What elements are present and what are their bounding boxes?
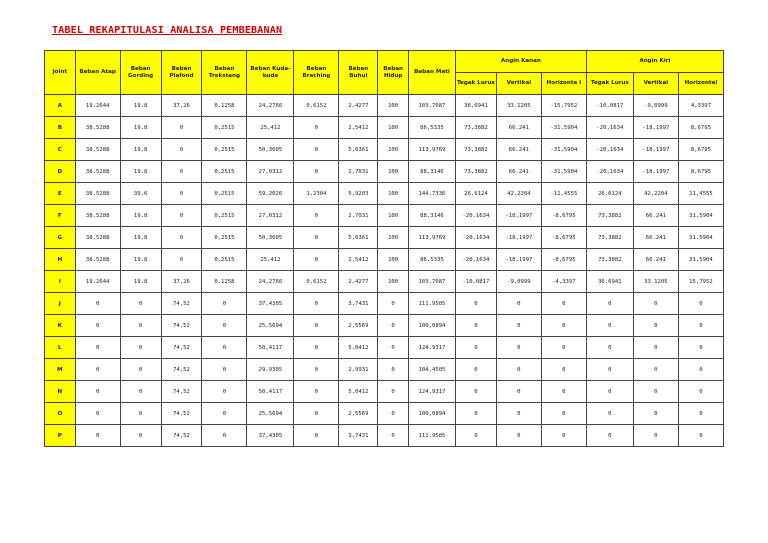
table-cell: 0 — [294, 117, 339, 139]
table-cell: 0 — [633, 337, 678, 359]
table-cell: 5,0361 — [339, 227, 378, 249]
table-cell: 38,5288 — [75, 139, 120, 161]
table-cell: 0 — [378, 403, 409, 425]
table-cell: 0 — [75, 337, 120, 359]
table-cell: 100 — [378, 227, 409, 249]
table-cell: 38,5288 — [75, 117, 120, 139]
table-cell: 100,0894 — [408, 403, 455, 425]
table-cell: 19,8 — [120, 249, 161, 271]
table-cell: 0 — [633, 403, 678, 425]
table-cell: 0 — [586, 425, 633, 447]
table-cell: 0 — [75, 381, 120, 403]
table-cell: 0 — [378, 337, 409, 359]
table-cell: -18,1997 — [496, 205, 541, 227]
table-cell: 0,6152 — [294, 95, 339, 117]
table-cell: 0 — [541, 337, 586, 359]
table-cell: 88,3146 — [408, 161, 455, 183]
joint-label: N — [45, 381, 76, 403]
table-cell: 39,6 — [120, 183, 161, 205]
table-cell: 0 — [294, 381, 339, 403]
header-kanan-vertikal: Vertikal — [496, 73, 541, 95]
table-cell: -10,0817 — [455, 271, 496, 293]
header-beban-buhul: Beban Buhul — [339, 51, 378, 95]
table-cell: 0 — [541, 403, 586, 425]
table-cell: 2,4277 — [339, 95, 378, 117]
table-cell: 33.1205 — [633, 271, 678, 293]
table-cell: 1,2304 — [294, 183, 339, 205]
table-cell: 73,3882 — [586, 227, 633, 249]
table-cell: 31,5904 — [678, 227, 723, 249]
table-cell: 73,3882 — [455, 161, 496, 183]
table-cell: 0 — [75, 293, 120, 315]
table-cell: 0 — [161, 183, 202, 205]
table-cell: 0,2515 — [202, 117, 247, 139]
table-cell: 104,4505 — [408, 359, 455, 381]
table-cell: 50,3605 — [247, 139, 294, 161]
table-cell: 0 — [378, 293, 409, 315]
table-cell: 0,2515 — [202, 205, 247, 227]
table-cell: 0 — [161, 249, 202, 271]
table-cell: -8,6795 — [541, 205, 586, 227]
page-title: TABEL REKAPITULASI ANALISA PEMBEBANAN — [52, 25, 283, 36]
table-cell: 25,5694 — [247, 403, 294, 425]
table-cell: 0 — [202, 359, 247, 381]
table-cell: 2,5569 — [339, 315, 378, 337]
header-angin-kanan: Angin Kanan — [455, 51, 586, 73]
table-cell: 0,2515 — [202, 161, 247, 183]
table-cell: 100 — [378, 249, 409, 271]
header-beban-trekstang: Beban Trekstang — [202, 51, 247, 95]
table-cell: 0 — [294, 425, 339, 447]
table-row — [45, 359, 724, 381]
table-cell: 74,52 — [161, 381, 202, 403]
table-cell: 0 — [678, 403, 723, 425]
table-cell: 24,2766 — [247, 271, 294, 293]
header-kiri-horizontal: Horizontal — [678, 73, 723, 95]
table-cell: -18,1997 — [496, 227, 541, 249]
table-cell: 0 — [161, 161, 202, 183]
table-cell: 73,3882 — [455, 139, 496, 161]
table-cell: 0 — [120, 293, 161, 315]
joint-label: O — [45, 403, 76, 425]
joint-label: G — [45, 227, 76, 249]
table-cell: 0 — [294, 403, 339, 425]
table-cell: 74,52 — [161, 293, 202, 315]
header-beban-kuda-kuda: Beban Kuda-kuda — [247, 51, 294, 95]
table-cell: 66.241 — [496, 139, 541, 161]
header-kiri-vertikal: Vertikal — [633, 73, 678, 95]
table-cell: 19,8 — [120, 117, 161, 139]
table-cell: 0 — [202, 403, 247, 425]
table-cell: 100,0894 — [408, 315, 455, 337]
table-cell: 200 — [378, 271, 409, 293]
table-cell: 74,52 — [161, 315, 202, 337]
table-cell: -18,1997 — [633, 117, 678, 139]
table-cell: 0 — [120, 337, 161, 359]
table-cell: 0 — [541, 315, 586, 337]
table-cell: 0 — [586, 403, 633, 425]
table-cell: 113,9769 — [408, 139, 455, 161]
table-row — [45, 95, 724, 117]
table-cell: 0 — [294, 315, 339, 337]
table-cell: 0 — [202, 315, 247, 337]
table-cell: 0 — [455, 315, 496, 337]
table-cell: 73,3882 — [455, 117, 496, 139]
table-cell: 27,0312 — [247, 205, 294, 227]
table-cell: 0 — [294, 249, 339, 271]
table-cell: 0 — [202, 425, 247, 447]
header-beban-braching: Beban Braching — [294, 51, 339, 95]
table-cell: 59,2026 — [247, 183, 294, 205]
table-cell: 8,6795 — [678, 117, 723, 139]
table-cell: 37,4305 — [247, 293, 294, 315]
table-cell: 111,9505 — [408, 293, 455, 315]
table-cell: 0 — [161, 227, 202, 249]
header-beban-hidup: Beban Hidup — [378, 51, 409, 95]
table-cell: 0 — [75, 359, 120, 381]
header-joint: Joint — [45, 51, 76, 95]
table-cell: 2,5412 — [339, 249, 378, 271]
table-cell: 100 — [378, 161, 409, 183]
table-cell: 0 — [633, 315, 678, 337]
table-cell: 38,5288 — [75, 249, 120, 271]
table-cell: 0 — [586, 381, 633, 403]
table-cell: 50,4117 — [247, 337, 294, 359]
table-cell: 74,52 — [161, 403, 202, 425]
table-cell: 0 — [678, 293, 723, 315]
table-cell: 0 — [120, 359, 161, 381]
table-cell: 3,7431 — [339, 293, 378, 315]
table-cell: 38,5288 — [75, 227, 120, 249]
header-beban-plafond: Beban Plafond — [161, 51, 202, 95]
table-cell: 0 — [161, 139, 202, 161]
joint-label: K — [45, 315, 76, 337]
table-cell: 0 — [294, 227, 339, 249]
table-cell: -31,5904 — [541, 161, 586, 183]
table-cell: 19,8 — [120, 227, 161, 249]
joint-label: J — [45, 293, 76, 315]
table-cell: -20,1634 — [586, 161, 633, 183]
table-cell: 42,2204 — [496, 183, 541, 205]
table-body — [45, 95, 724, 447]
table-cell: 2,9931 — [339, 359, 378, 381]
table-cell: -20,1634 — [455, 249, 496, 271]
table-cell: -11,4555 — [541, 183, 586, 205]
joint-label: L — [45, 337, 76, 359]
table-cell: 0,1258 — [202, 271, 247, 293]
table-cell: 0 — [541, 359, 586, 381]
table-cell: 5,9203 — [339, 183, 378, 205]
table-cell: 0 — [294, 293, 339, 315]
table-cell: 19,8 — [120, 95, 161, 117]
table-cell: -18,1997 — [496, 249, 541, 271]
table-cell: 0 — [455, 293, 496, 315]
table-cell: 36,6941 — [586, 271, 633, 293]
table-cell: 0 — [586, 359, 633, 381]
table-cell: 73,3882 — [586, 205, 633, 227]
joint-label: C — [45, 139, 76, 161]
table-cell: 200 — [378, 95, 409, 117]
table-cell: 0 — [455, 337, 496, 359]
table-cell: 0,1258 — [202, 95, 247, 117]
table-cell: 15,7952 — [678, 271, 723, 293]
table-cell: 0,2515 — [202, 183, 247, 205]
table-cell: 66.241 — [633, 227, 678, 249]
table-cell: 33.1205 — [496, 95, 541, 117]
table-cell: 24,2766 — [247, 95, 294, 117]
table-cell: 0 — [678, 315, 723, 337]
table-cell: 29,9305 — [247, 359, 294, 381]
table-cell: 0 — [161, 117, 202, 139]
table-cell: 0 — [633, 293, 678, 315]
table-cell: 0 — [541, 381, 586, 403]
table-cell: -4,3397 — [541, 271, 586, 293]
table-cell: 25,412 — [247, 117, 294, 139]
table-cell: 2,7031 — [339, 161, 378, 183]
table-cell: 73,3882 — [586, 249, 633, 271]
table-cell: 0 — [120, 403, 161, 425]
table-cell: 2,5569 — [339, 403, 378, 425]
header-beban-mati: Beban Mati — [408, 51, 455, 95]
table-cell: 37,26 — [161, 271, 202, 293]
table-cell: 19,8 — [120, 271, 161, 293]
header-kanan-horizontal: Horizonta l — [541, 73, 586, 95]
table-cell: 2,4277 — [339, 271, 378, 293]
table-cell: 50,4117 — [247, 381, 294, 403]
table-cell: 0 — [378, 381, 409, 403]
table-cell: 0 — [678, 381, 723, 403]
table-cell: 4,3397 — [678, 95, 723, 117]
table-cell: 0 — [455, 359, 496, 381]
table-cell: 42,2204 — [633, 183, 678, 205]
table-cell: 100 — [378, 183, 409, 205]
table-cell: 37,4305 — [247, 425, 294, 447]
table-cell: 0 — [496, 425, 541, 447]
table-cell: 31,5904 — [678, 205, 723, 227]
table-cell: 0 — [541, 293, 586, 315]
table-cell: 0 — [202, 381, 247, 403]
table-cell: 2,5412 — [339, 117, 378, 139]
table-cell: 0 — [120, 381, 161, 403]
table-cell: -31,5904 — [541, 139, 586, 161]
joint-label: M — [45, 359, 76, 381]
table-cell: 2,7031 — [339, 205, 378, 227]
table-cell: -9,0999 — [496, 271, 541, 293]
table-cell: 0 — [541, 425, 586, 447]
table-cell: 0,2515 — [202, 249, 247, 271]
table-cell: 0 — [678, 425, 723, 447]
table-cell: 19,8 — [120, 161, 161, 183]
joint-label: H — [45, 249, 76, 271]
table-cell: 74,52 — [161, 359, 202, 381]
table-cell: 0 — [120, 315, 161, 337]
table-cell: 36,6941 — [455, 95, 496, 117]
table-cell: 38,5288 — [75, 161, 120, 183]
table-cell: 0 — [496, 381, 541, 403]
header-beban-atap: Beban Atap — [75, 51, 120, 95]
table-cell: 0 — [586, 315, 633, 337]
table-cell: 0 — [120, 425, 161, 447]
table-row — [45, 425, 724, 447]
table-cell: 124,9317 — [408, 381, 455, 403]
joint-label: E — [45, 183, 76, 205]
table-cell: 0 — [496, 359, 541, 381]
table-cell: 25,5694 — [247, 315, 294, 337]
table-row — [45, 271, 724, 293]
table-row — [45, 227, 724, 249]
table-row — [45, 249, 724, 271]
table-cell: 0 — [75, 403, 120, 425]
table-cell: 66.241 — [496, 161, 541, 183]
table-cell: -18,1997 — [633, 139, 678, 161]
table-cell: 0 — [75, 315, 120, 337]
header-kanan-tegak-lurus: Tegak Lurus — [455, 73, 496, 95]
table-cell: 0 — [496, 337, 541, 359]
table-cell: -20,1634 — [455, 205, 496, 227]
table-cell: 50,3605 — [247, 227, 294, 249]
table-cell: 0 — [678, 359, 723, 381]
table-cell: 37,26 — [161, 95, 202, 117]
table-cell: 38,5288 — [75, 205, 120, 227]
header-angin-kiri: Angin Kiri — [586, 51, 723, 73]
header-beban-gording: Beban Gording — [120, 51, 161, 95]
table-cell: 0 — [678, 337, 723, 359]
table-cell: 19,2644 — [75, 95, 120, 117]
table-cell: 0,6152 — [294, 271, 339, 293]
table-row — [45, 117, 724, 139]
table-cell: 27,0312 — [247, 161, 294, 183]
joint-label: P — [45, 425, 76, 447]
table-cell: 25,412 — [247, 249, 294, 271]
table-cell: 113,9769 — [408, 227, 455, 249]
table-cell: 19,2644 — [75, 271, 120, 293]
table-cell: -8,6795 — [541, 249, 586, 271]
table-cell: 0 — [633, 381, 678, 403]
table-cell: 100 — [378, 139, 409, 161]
header-kiri-tegak-lurus: Tegak Lurus — [586, 73, 633, 95]
table-cell: 0 — [202, 337, 247, 359]
table-cell: 5,0412 — [339, 337, 378, 359]
table-cell: -9,0999 — [633, 95, 678, 117]
table-cell: 26,6124 — [455, 183, 496, 205]
table-row — [45, 139, 724, 161]
table-cell: 0 — [294, 359, 339, 381]
table-cell: 0 — [294, 139, 339, 161]
table-cell: 11,4555 — [678, 183, 723, 205]
table-cell: 0 — [455, 425, 496, 447]
table-cell: 0 — [455, 381, 496, 403]
table-cell: -18,1997 — [633, 161, 678, 183]
table-cell: 88,3146 — [408, 205, 455, 227]
table-cell: 100 — [378, 205, 409, 227]
table-cell: 3,7431 — [339, 425, 378, 447]
table-cell: 100 — [378, 117, 409, 139]
table-cell: 0 — [455, 403, 496, 425]
table-row — [45, 315, 724, 337]
table-cell: -31,5904 — [541, 117, 586, 139]
table-cell: -8,6795 — [541, 227, 586, 249]
load-recap-table — [44, 50, 724, 447]
table-cell: 0 — [75, 425, 120, 447]
table-cell: 19,8 — [120, 205, 161, 227]
table-cell: 0 — [378, 425, 409, 447]
table-cell: 66.241 — [633, 249, 678, 271]
table-cell: 19,8 — [120, 139, 161, 161]
header-row-top — [45, 51, 724, 73]
joint-label: I — [45, 271, 76, 293]
table-row — [45, 337, 724, 359]
table-cell: 103,7687 — [408, 271, 455, 293]
table-cell: 0,2515 — [202, 139, 247, 161]
joint-label: D — [45, 161, 76, 183]
table-row — [45, 183, 724, 205]
table-cell: 0 — [202, 293, 247, 315]
table-cell: 0 — [496, 293, 541, 315]
table-cell: 74,52 — [161, 425, 202, 447]
table-cell: 111,9505 — [408, 425, 455, 447]
table-cell: 0 — [496, 403, 541, 425]
table-row — [45, 381, 724, 403]
table-cell: 0 — [378, 359, 409, 381]
table-cell: 26,6124 — [586, 183, 633, 205]
table-cell: 86,5335 — [408, 117, 455, 139]
table-cell: 31,5904 — [678, 249, 723, 271]
table-cell: -20,1634 — [586, 139, 633, 161]
table-cell: 5,0361 — [339, 139, 378, 161]
table-cell: 0 — [633, 425, 678, 447]
table-cell: -10,0817 — [586, 95, 633, 117]
table-cell: 0 — [378, 315, 409, 337]
table-row — [45, 205, 724, 227]
table-cell: 0 — [294, 161, 339, 183]
table-cell: 0 — [294, 205, 339, 227]
table-row — [45, 161, 724, 183]
table-row — [45, 293, 724, 315]
table-cell: 5,0412 — [339, 381, 378, 403]
table-cell: 8,6795 — [678, 139, 723, 161]
table-cell: 74,52 — [161, 337, 202, 359]
joint-label: B — [45, 117, 76, 139]
table-cell: 0,2515 — [202, 227, 247, 249]
table-cell: 0 — [633, 359, 678, 381]
joint-label: F — [45, 205, 76, 227]
table-cell: 124,9317 — [408, 337, 455, 359]
table-cell: 86,5335 — [408, 249, 455, 271]
table-cell: 0 — [294, 337, 339, 359]
table-row — [45, 403, 724, 425]
table-cell: 0 — [586, 293, 633, 315]
table-cell: 0 — [586, 337, 633, 359]
table-cell: -15,7952 — [541, 95, 586, 117]
table-cell: 66.241 — [633, 205, 678, 227]
table-cell: 0 — [161, 205, 202, 227]
table-cell: 144,7336 — [408, 183, 455, 205]
table-cell: 103,7687 — [408, 95, 455, 117]
table-cell: 0 — [496, 315, 541, 337]
table-cell: -20,1634 — [586, 117, 633, 139]
joint-label: A — [45, 95, 76, 117]
table-cell: 8,6795 — [678, 161, 723, 183]
table-cell: 38,5288 — [75, 183, 120, 205]
table-cell: -20,1634 — [455, 227, 496, 249]
table-cell: 66.241 — [496, 117, 541, 139]
